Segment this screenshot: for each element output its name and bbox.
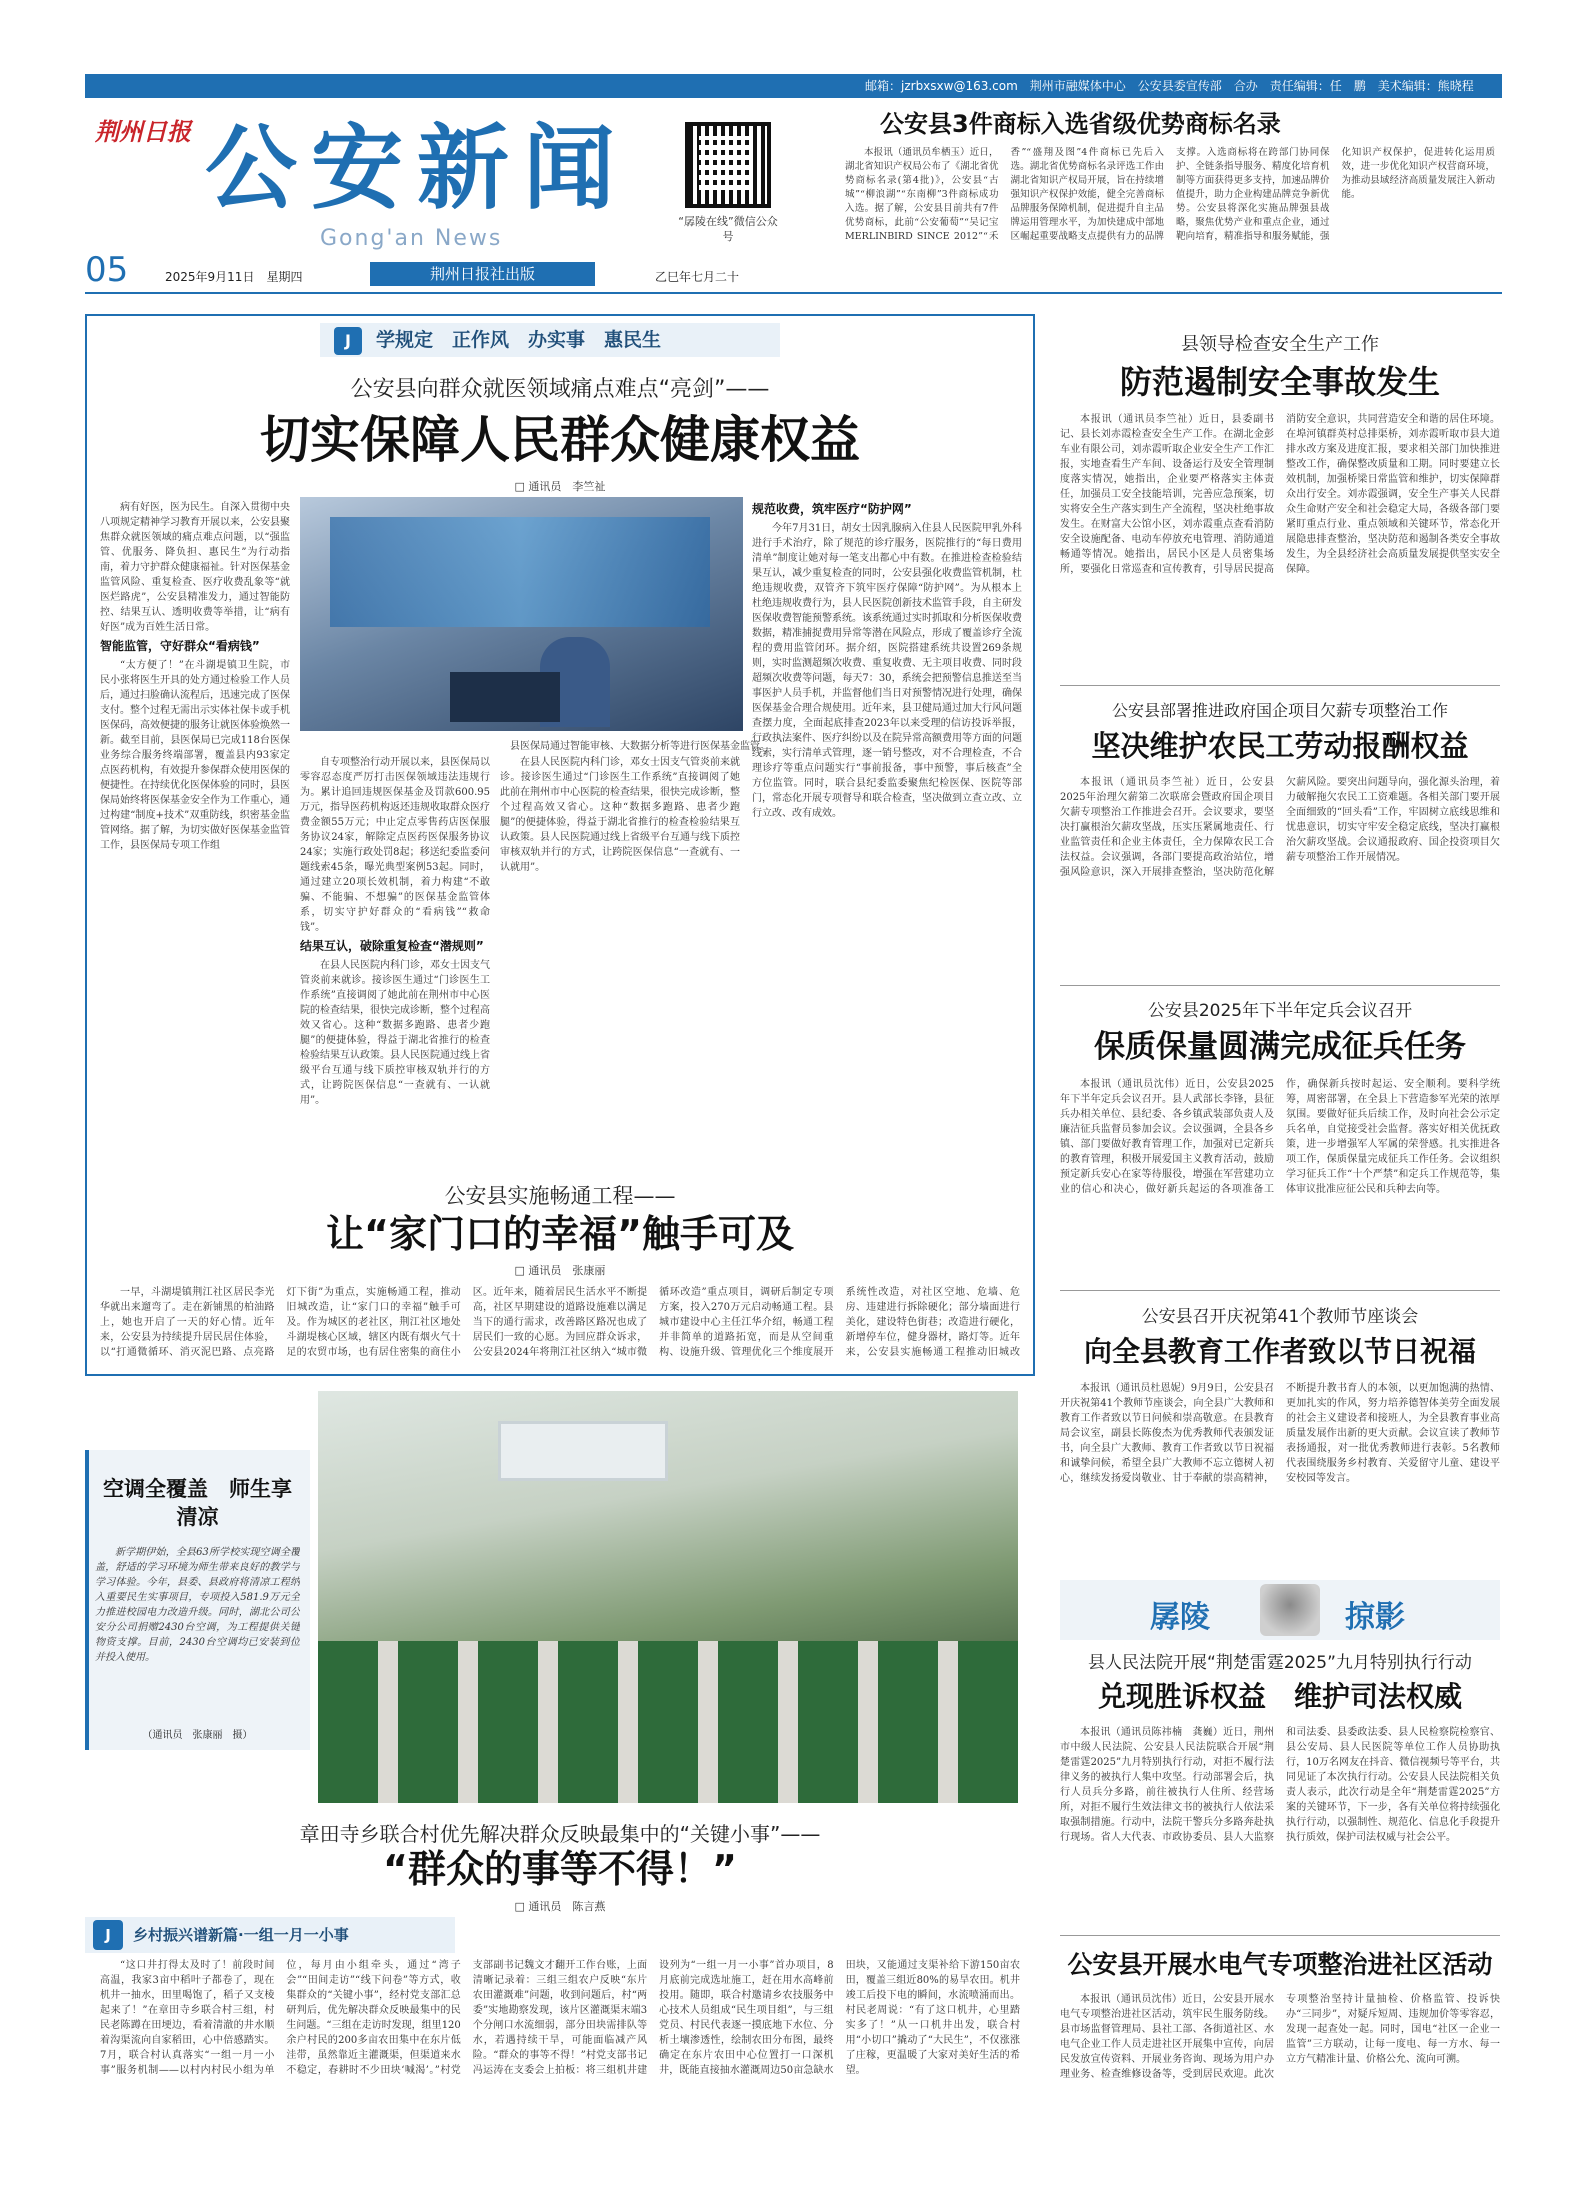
story2-byline: □ 通讯员 张康丽	[514, 1264, 606, 1277]
court-text: 本报讯（通讯员陈祎楠 龚巍）近日，荆州市中级人民法院、公安县人民法院联合开展“荆楚雷霆2025”九月特别执行行动，对拒不履行法律义务的被执行人集中攻坚。行动部署会后，执行人员兵分多路，前往被执行人住所、经营场所，对拒不履行生效法律文书的被执行人依法采取强制措施。行动中，法院干警兵分多路奔赴执行现场。省人大代表、市政协委员、县人大监察和司法委、县委政法委、县人民检察院检察官、县公安局、县人民医院等单位工作人员协助执行，10万名网友在抖音、微信视频号等平台，共同见证了本次执行行动。公安县人民法院相关负责人表示，此次行动是全年“荆楚雷霆2025”方案的关键环节，下一步，各有关单位将持续强化执行行动，以强制性、规范化、信息化手段提升执行质效，保护司法权威与社会公平。	[1060, 1727, 1500, 1843]
masthead: 公安新闻	[205, 114, 630, 222]
classroom-photo	[318, 1391, 1018, 1803]
photo-box-body	[95, 1545, 300, 1725]
divider	[1060, 685, 1500, 686]
top-story-body	[845, 146, 1495, 284]
qr-caption: “孱陵在线”微信公众号	[678, 215, 778, 243]
right3-body	[1060, 1077, 1500, 1297]
page-number: 05	[85, 250, 129, 290]
lead-col4	[752, 498, 1022, 1163]
student-rows	[318, 1641, 1018, 1803]
publisher: 荆州日报社出版	[370, 262, 595, 286]
story2-kicker: 公安县实施畅通工程——	[444, 1184, 676, 1208]
statue-icon	[1260, 1584, 1320, 1636]
right-story-4	[1060, 1302, 1500, 1569]
lead-col2	[300, 755, 490, 1165]
story2-body	[100, 1285, 1020, 1373]
lead-subhead-2: 结果互认，破除重复检查“潜规则”	[300, 939, 484, 953]
right4-text: 本报讯（通讯员杜恩妮）9月9日，公安县召开庆祝第41个教师节座谈会，向全县广大教师和教育工作者致以节日问候和崇高敬意。在县教育局会议室，副县长陈俊杰为优秀教师代表颁发证书，向全县广大教师、教育工作者致以节日祝福和诚挚问候，希望全县广大教师不忘立德树人初心，继续发扬爱岗敬业、甘于奉献的崇高精神，不断提升教书育人的本领，以更加饱满的热情、更加扎实的作风，努力培养德智体美劳全面发展的社会主义建设者和接班人，为全县教育事业高质量发展作出新的更大贡献。会议宣读了教师节表扬通报，对一批优秀教师进行表彰。5名教师代表围绕服务乡村教育、关爱留守儿童、建设平安校园等发言。	[1060, 1383, 1500, 1484]
right-story-2	[1060, 698, 1500, 993]
last-title: 公安县开展水电气专项整治进社区活动	[1067, 1950, 1493, 1979]
right4-kicker: 公安县召开庆祝第41个教师节座谈会	[1141, 1307, 1419, 1327]
right3-kicker: 公安县2025年下半年定兵会议召开	[1147, 1001, 1413, 1021]
lead-col2-text: 自专项整治行动开展以来，县医保局以零容忍态度严厉打击医保领域违法违规行为。累计追回违规医保基金及罚款600.95万元，指导医药机构返还违规收取群众医疗费金额55万元；中止定点零售药店医保服务协议24家，解除定点医药医保服务协议24家；实施行政处罚8起；移送纪委监委问题线索45条，曝光典型案例53起。同时，通过建立20项长效机制，着力构建“不敢骗、不能骗、不想骗”的医保基金监管体系，切实守护好群众的“看病钱”“救命钱”。	[300, 757, 490, 933]
top-story-text: 本报讯（通讯员牟栖玉）近日，湖北省知识产权局公布了《湖北省优势商标名录(第4批)》，公安县“古城”“柳浪湖”“东南柳”3件商标成功入选。据了解，公安县目前共有7件优势商标，此前“公安葡萄”“吴记宝MERLINBIRD SINCE 2012”“禾香”“盛翔及图”4件商标已先后入选。湖北省优势商标名录评选工作由湖北省知识产权局开展，旨在持续增强知识产权保护效能，健全完善商标品牌服务保障机制，促进提升自主品牌运用管理水平，为加快建成中部地区崛起重要战略支点提供有力的品牌支撑。入选商标将在跨部门协同保护、全链条指导服务、精度化培育机制等方面获得更多支持，加速品牌价值提升，助力企业构建品牌竞争新优势。公安县将深化实施品牌强县战略，聚焦优势产业和重点企业，通过靶向培育，精准指导和服务赋能，强化知识产权保护，促进转化运用质效，进一步优化知识产权营商环境，为推动县域经济高质量发展注入新动能。	[845, 147, 1495, 242]
lead-col3-text: 在县人民医院内科门诊，邓女士因支气管炎前来就诊。接诊医生通过“门诊医生工作系统”直接调阅了她此前在荆州市中心医院的检查结果，很快完成诊断，整个过程高效又省心。这种“数据多跑路、患者少跑腿”的便捷体验，得益于湖北省推行的检查检验结果互认政策。县人民医院通过线上省级平台互通与线下质控审核双轨并行的方式，让跨院医保信息“一查就有、一认就用”。	[500, 757, 740, 873]
zone-left-label: 孱陵	[1150, 1600, 1210, 1635]
right-story-1	[1060, 330, 1500, 676]
lead-col3	[500, 755, 740, 1165]
right1-text: 本报讯（通讯员李竺祉）近日，县委副书记、县长刘赤霞检查安全生产工作。在湖北金彭车业有限公司，刘赤霞听取企业安全生产工作汇报，实地查看生产车间、设备运行及安全管理制度落实情况，她指出，企业要严格落实主体责任，加强员工安全技能培训，完善应急预案，切实将安全生产落实到生产全流程，坚决杜绝事故发生。在财富大公馆小区，刘赤霞重点查看消防安全设施配备、电动车停放充电管理、消防通道畅通等情况。她指出，居民小区是人员密集场所，要强化日常巡查和宣传教育，引导居民提高消防安全意识，共同营造安全和谐的居住环境。在埠河镇群英村总排渠桥，刘赤霞听取市县大道排水改方案及进度汇报，要求相关部门加快推进整改工作，确保整改质量和工期。同时要建立长效机制，加强桥梁日常监管和维护，切实保障群众出行安全。刘赤霞强调，安全生产事关人民群众生命财产安全和社会稳定大局，各级各部门要紧盯重点行业、重点领域和关键环节，常态化开展隐患排查整治，坚决防范和遏制各类安全事故发生，为全县经济社会高质量发展提供坚实安全保障。	[1060, 414, 1500, 575]
divider	[1060, 985, 1500, 986]
right2-text: 本报讯（通讯员李竺祉）近日，公安县2025年治理欠薪第二次联席会暨政府国企项目欠薪专项整治工作推进会召开。会议要求，要坚决打赢根治欠薪攻坚战，压实压紧属地责任、行业监管责任和企业主体责任，全力保障农民工合法权益。会议强调，各部门要提高政治站位，增强风险意识，深入开展排查整治，坚决防范化解欠薪风险。要突出问题导向，强化源头治理，着力破解拖欠农民工工资难题。各相关部门要开展全面细致的“回头看”工作，牢固树立底线思维和忧患意识，切实守牢安全稳定底线，坚决打赢根治欠薪攻坚战。会议通报政府、国企投资项目欠薪专项整治工作开展情况。	[1060, 777, 1500, 878]
section-text: 乡村振兴谱新篇·一组一月一小事	[133, 1926, 349, 1944]
lead-col1	[100, 500, 290, 920]
right2-kicker: 公安县部署推进政府国企项目欠薪专项整治工作	[1111, 701, 1448, 720]
story2-title: 让“家门口的幸福”触手可及	[326, 1212, 794, 1256]
last-text: 本报讯（通讯员沈伟）近日，公安县开展水电气专项整治进社区活动，筑牢民生服务防线。县市场监督管理局、县社工部、各街道社区、水电气企业工作人员走进社区开展集中宣传，向居民发放宣传资料、开展业务咨询、现场为用户办理业务、检查维修设备等，受到居民欢迎。此次专项整治坚持计量抽检、价格监管、投诉快办“三同步”，对疑斥短周、违规加价等零容忍，发现一起查处一起。同时，国电“社区一企业一监管”三方联动，让每一度电、每一方水、每一立方气精准计量、价格公允、流向可溯。	[1060, 1994, 1500, 2080]
header-rule	[85, 292, 1502, 294]
medical-monitor-photo	[300, 497, 743, 731]
last-body	[1060, 1992, 1500, 2188]
right3-text: 本报讯（通讯员沈伟）近日，公安县2025年下半年定兵会议召开。县人武部长李锋，县征兵办相关单位、县纪委、各乡镇武装部负责人及廉洁征兵监督员参加会议。会议强调，全县各乡镇、部门要做好教育管理工作，加强对已定新兵的教育管理，积极开展爱国主义教育活动，鼓励预定新兵安心在家等待服役，增强在军营建功立业的信心和决心，做好新兵起运的各项准备工作，确保新兵按时起运、安全顺利。要科学统筹，周密部署，在全县上下营造参军光荣的浓厚氛围。要做好征兵后续工作，及时向社会公示定兵名单，自觉接受社会监督。落实好相关优抚政策，进一步增强军人军属的荣誉感。扎实推进各项工作，保质保量完成征兵工作任务。会议组织学习征兵工作“十个严禁”和定兵工作规范等，集体审议批准应征公民和兵种去向等。	[1060, 1079, 1500, 1195]
issue-date: 2025年9月11日 星期四	[165, 270, 303, 284]
air-conditioner	[498, 1421, 668, 1481]
slogan-banner	[320, 323, 780, 357]
story3-kicker: 章田寺乡联合村优先解决群众反映最集中的“关键小事”——	[299, 1822, 821, 1846]
court-body	[1060, 1725, 1500, 1913]
slogan-text: 学规定 正作风 办实事 惠民生	[376, 329, 662, 351]
photo-box-text: 新学期伊始，全县63所学校实现空调全覆盖，舒适的学习环境为师生带来良好的教学与学习体验。今年，县委、县政府将清凉工程纳入重要民生实事项目，专项投入581.9万元全力推进校园电力改造升级。同时，湖北公司公安分公司捐赠2430台空调，为工程提供关键物资支撑。目前，2430台空调均已安装到位并投入使用。	[95, 1547, 300, 1663]
story3-byline: □ 通讯员 陈言燕	[514, 1900, 606, 1913]
lead-subhead-3: 规范收费，筑牢医疗“防护网”	[752, 502, 912, 516]
photo-credit: （通讯员 张康丽 摄）	[142, 1730, 253, 1741]
story3-body	[100, 1958, 1020, 2188]
lead-subhead-1: 智能监管，守好群众“看病钱”	[100, 639, 260, 653]
lead-col2b-text: 在县人民医院内科门诊，邓女士因支气管炎前来就诊。接诊医生通过“门诊医生工作系统”直接调阅了她此前在荆州市中心医院的检查结果，很快完成诊断，整个过程高效又省心。这种“数据多跑路、患者少跑腿”的便捷体验，得益于湖北省推行的检查检验结果互认政策。县人民医院通过线上省级平台互通与线下质控审核双轨并行的方式，让跨院医保信息“一查就有、一认就用”。	[300, 960, 490, 1106]
paper-logo: 荆州日报	[95, 117, 191, 146]
zone-header	[1060, 1580, 1500, 1640]
right1-title: 防范遏制安全事故发生	[1119, 363, 1440, 401]
lead-col1-text: 病有好医，医为民生。自深入贯彻中央八项规定精神学习教育开展以来，公安县聚焦群众就医领域的痛点难点问题，以“强监管、优服务、降负担、惠民生”为行动指南，着力守护群众健康福祉。针对医保基金监管风险、重复检查、医疗收费乱象等“就医烂路虎”，公安县精准发力，通过智能防控、结果互认、透明收费等举措，让“病有好医”成为百姓生活日常。	[100, 502, 290, 633]
lead-col4-text: 今年7月31日，胡女士因乳腺病入住县人民医院甲乳外科进行手术治疗，除了规范的诊疗服务，医院推行的“每日费用清单”制度让她对每一笔支出都心中有数。在推进检查检验结果互认，减少重复检查的同时，公安县强化收费监管机制，杜绝违规收费，双管齐下筑牢医疗保障“防护网”。为从根本上杜绝违规收费行为，县人民医院创新技术监管手段，自主研发医保收费智能预警系统。该系统通过实时抓取和分析医保收费数据，精准捕捉费用异常等潜在风险点，形成了覆盖诊疗全流程的费用监管闭环。据介绍，医院搭建系统共设置269条规则，实时监测超频次收费、重复收费、无主项目收费、同时段超频次收费等问题，每天7：30，系统会把预警信息推送至当事医护人员手机，并监督他们当日对预警情况进行处理，确保医保基金合理合规使用。近年来，县卫健局通过加大行风问题查摆力度，全面起底排查2023年以来受理的信访投诉举报，行政执法案件、医疗纠纷以及在院异常高额费用等方面的问题线索，实行清单式管理，逐一销号整改，对不合理检查，不合理诊疗等重点问题实行“事前报备，事中预警，事后核查”全方位监管。同时，联合县纪委监委聚焦纪检医保、医院等部门，常态化开展专项督导和联合检查，坚决做到立查立改、立行立改、改有成效。	[752, 523, 1022, 819]
lead-title: 切实保障人民群众健康权益	[260, 411, 860, 469]
right1-body	[1060, 412, 1500, 676]
court-kicker: 县人民法院开展“荆楚雷霆2025”九月特别执行行动	[1088, 1653, 1472, 1673]
divider	[1060, 1290, 1500, 1291]
story3-text: “这口井打得太及时了！前段时间高温，我家3亩中稻叶子都卷了，现在机井一抽水，田里喝饱了，稻子又支棱起来了！”在章田寺乡联合村三组，村民老陈蹲在田埂边，看着清澈的井水顺着沟渠流向自家稻田，心中倍感踏实。7月，联合村认真落实“一组一月一小事”服务机制——以村内村民小组为单位，每月由小组牵头，通过“湾子会”“田间走访”“线下问卷”等方式，收集群众的“关键小事”，经村党支部汇总研判后，优先解决群众反映最集中的民生问题。“三组在走访时发现，组里120余户村民的200多亩农田集中在东片低洼带，虽然靠近主灌溉渠，但渠道来水不稳定，春耕时不少田块‘喊渴’。”村党支部副书记魏文才翻开工作台账，上面清晰记录着：三组三组农户反映“东片农田灌溉难”问题，收到问题后，村“两委”实地勘察发现，该片区灌溉渠末端3个分闸口水流细弱，部分田块需排队等水，若遇持续干旱，可能面临减产风险。“群众的事等不得！”村党支部书记冯运涛在支委会上拍板：将三组机井建设列为“一组一月一小事”首办项目，8月底前完成选址施工，赶在用水高峰前投用。随即，联合村邀请乡农技服务中心技术人员组成“民生项目组”，与三组党员、村民代表逐一摸底地下水位、分析土壤渗透性，绘制农田分布图，最终确定在东片农田中心位置打一口深机井，既能直接抽水灌溉周边50亩急缺水田块，又能通过支渠补给下游150亩农田，覆盖三组近80%的易旱农田。机井竣工后投下电的瞬间，水流喷涌而出。村民老周说：“有了这口机井，心里踏实多了！”从一口机井出发，联合村用“小切口”撬动了“大民生”，不仅涨涨了庄稼，更温暖了大家对美好生活的希望。	[100, 1960, 1020, 2076]
photo-caption: 县医保局通过智能审核、大数据分析等进行医保基金监管。	[510, 741, 770, 752]
lead-kicker: 公安县向群众就医领域痛点难点“亮剑”——	[350, 377, 770, 402]
court-title: 兑现胜诉权益 维护司法权威	[1097, 1680, 1462, 1713]
qr-code-icon	[685, 122, 771, 208]
j-logo-icon-2: J	[93, 1920, 123, 1950]
contact-bar: 邮箱：jzrbxsxw@163.com 荆州市融媒体中心 公安县委宣传部 合办 责任编辑：任 鹏 美术编辑：熊晓程	[85, 74, 1502, 98]
right2-body	[1060, 775, 1500, 993]
right1-kicker: 县领导检查安全生产工作	[1181, 334, 1379, 355]
photo-box-title: 空调全覆盖 师生享清凉	[103, 1477, 292, 1529]
court-story	[1060, 1648, 1500, 1913]
right3-title: 保质保量圆满完成征兵任务	[1094, 1029, 1466, 1065]
top-story-title: 公安县3件商标入选省级优势商标名录	[880, 110, 1281, 138]
zone-right-label: 掠影	[1345, 1600, 1405, 1635]
right2-title: 坚决维护农民工劳动报酬权益	[1091, 729, 1469, 763]
right4-title: 向全县教育工作者致以节日祝福	[1083, 1335, 1476, 1368]
j-logo-icon: J	[334, 327, 362, 355]
desk-monitor	[450, 672, 560, 722]
right4-body	[1060, 1381, 1500, 1569]
lead-byline: □ 通讯员 李竺祉	[514, 480, 606, 493]
story3-title: “群众的事等不得！”	[383, 1847, 737, 1891]
masthead-en: Gong'an News	[320, 226, 503, 251]
lead-col1b-text: “太方便了！”在斗湖堤镇卫生院，市民小张将医生开具的处方通过检验工作人员后，通过扫脸确认流程后，迅速完成了医保支付。整个过程无需出示实体社保卡或手机医保码，高效便捷的服务让就医体验焕然一新。截至目前，县医保局已完成118台医保业务综合服务终端部署，覆盖县内93家定点医药机构，有效提升参保群众使用医保的便捷性。在持续优化医保体验的同时，县医保局始终将医保基金安全作为工作重心，通过构建“制度+技术”双重防线，织密基金监管网络。据了解，为切实做好医保基金监管工作，县医保局专项工作组	[100, 660, 290, 851]
lunar-date: 乙巳年七月二十	[655, 270, 740, 284]
right-story-3	[1060, 996, 1500, 1297]
story2-text: 一早，斗湖堤镇荆江社区居民李光华就出来遛弯了。走在新铺黑的柏油路上，她也开启了一天的好心情。近年来，公安县为持续提升居民居住体验，以“打通微循环、消灭泥巴路、点亮路灯下街”为重点，实施畅通工程，推动旧城改造，让“家门口的幸福”触手可及。作为城区的老社区，荆江社区地处斗湖堤核心区域，辖区内既有烟火气十足的农贸市场，也有居住密集的商住小区。近年来，随着居民生活水平不断提高，社区早期建设的道路设施难以满足当下的通行需求，改善路区路况也成了居民们一致的心愿。为回应群众诉求，公安县2024年将荆江社区纳入“城市微循环改造”重点项目，调研后制定专项方案，投入270万元启动畅通工程。县城市建设中心主任江华介绍，畅通工程并非简单的道路拓宽，而是从空间重构、设施升级、管理优化三个维度展开系统性改造，对社区空地、危墙、危房、违建进行拆除硬化；部分墙面进行美化，建设特色街巷；改造进行硬化，新增停车位，健身器材，路灯等。近年来，公安县实施畅通工程推动旧城改	[100, 1287, 1020, 1358]
section-banner	[85, 1917, 455, 1953]
divider	[1060, 1935, 1500, 1936]
screen-wall	[330, 517, 710, 627]
